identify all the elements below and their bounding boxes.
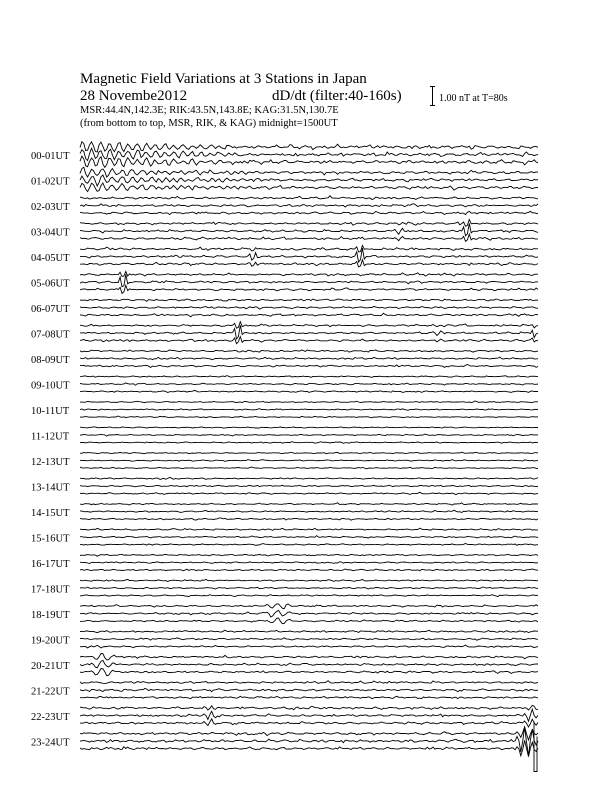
trace-23-24UT-MSR xyxy=(80,740,538,756)
hour-label-04-05UT: 04-05UT xyxy=(31,253,70,264)
trace-13-14UT-MSR xyxy=(80,492,538,494)
spike-23-24UT xyxy=(534,722,537,772)
trace-23-24UT-KAG xyxy=(80,727,538,740)
hour-label-13-14UT: 13-14UT xyxy=(31,482,70,494)
trace-04-05UT-RIK xyxy=(80,248,538,262)
trace-00-01UT-KAG xyxy=(80,142,538,152)
hour-label-16-17UT: 16-17UT xyxy=(31,559,70,570)
trace-00-01UT-RIK xyxy=(80,148,538,160)
trace-09-10UT-RIK xyxy=(80,383,538,385)
hour-label-17-18UT: 17-18UT xyxy=(31,584,70,596)
trace-10-11UT-MSR xyxy=(80,416,538,418)
trace-04-05UT-MSR xyxy=(80,260,538,267)
trace-20-21UT-MSR xyxy=(80,669,538,676)
hour-label-00-01UT: 00-01UT xyxy=(31,151,70,162)
trace-06-07UT-MSR xyxy=(80,313,538,317)
hour-label-22-23UT: 22-23UT xyxy=(31,712,70,723)
chart-title: Magnetic Field Variations at 3 Stations in Japan xyxy=(80,71,367,87)
chart-date: 28 Novembe2012 xyxy=(80,88,188,104)
trace-23-24UT-RIK xyxy=(80,727,538,756)
hour-label-21-22UT: 21-22UT xyxy=(31,686,70,698)
trace-10-11UT-RIK xyxy=(80,409,538,411)
trace-15-16UT-MSR xyxy=(80,544,538,546)
trace-08-09UT-KAG xyxy=(80,350,538,352)
trace-17-18UT-MSR xyxy=(80,595,538,597)
trace-20-21UT-RIK xyxy=(80,660,538,667)
hour-label-11-12UT: 11-12UT xyxy=(31,431,70,443)
trace-22-23UT-KAG xyxy=(80,705,538,710)
trace-21-22UT-KAG xyxy=(80,681,538,684)
hour-label-06-07UT: 06-07UT xyxy=(31,304,70,315)
trace-16-17UT-KAG xyxy=(80,554,538,556)
trace-19-20UT-RIK xyxy=(80,638,538,640)
hour-label-19-20UT: 19-20UT xyxy=(31,635,70,647)
trace-05-06UT-KAG xyxy=(80,271,538,276)
hour-label-12-13UT: 12-13UT xyxy=(31,457,70,468)
trace-15-16UT-RIK xyxy=(80,536,538,538)
trace-08-09UT-RIK xyxy=(80,357,538,360)
trace-04-05UT-KAG xyxy=(80,245,538,252)
trace-12-13UT-RIK xyxy=(80,460,538,462)
hour-label-14-15UT: 14-15UT xyxy=(31,508,70,519)
station-order-note: (from bottom to top, MSR, RIK, & KAG) midnight=1500UT xyxy=(80,118,338,129)
trace-21-22UT-MSR xyxy=(80,696,538,698)
trace-13-14UT-RIK xyxy=(80,485,538,487)
trace-11-12UT-MSR xyxy=(80,442,538,444)
trace-16-17UT-RIK xyxy=(80,562,538,564)
hour-label-18-19UT: 18-19UT xyxy=(31,610,70,621)
trace-14-15UT-RIK xyxy=(80,510,538,512)
hour-label-20-21UT: 20-21UT xyxy=(31,661,70,672)
trace-19-20UT-MSR xyxy=(80,645,538,648)
trace-00-01UT-MSR xyxy=(80,156,538,167)
trace-18-19UT-KAG xyxy=(80,604,538,609)
trace-11-12UT-RIK xyxy=(80,434,538,436)
trace-09-10UT-KAG xyxy=(80,376,538,378)
trace-06-07UT-KAG xyxy=(80,299,538,301)
trace-12-13UT-KAG xyxy=(80,452,538,454)
trace-05-06UT-MSR xyxy=(80,285,538,293)
hour-label-08-09UT: 08-09UT xyxy=(31,355,70,366)
trace-10-11UT-KAG xyxy=(80,401,538,403)
trace-02-03UT-MSR xyxy=(80,211,538,214)
hour-label-23-24UT: 23-24UT xyxy=(31,737,70,749)
trace-15-16UT-KAG xyxy=(80,528,538,530)
trace-11-12UT-KAG xyxy=(80,427,538,428)
trace-03-04UT-MSR xyxy=(80,234,538,241)
chart-measure: dD/dt (filter:40-160s) xyxy=(272,88,402,104)
trace-17-18UT-KAG xyxy=(80,579,538,581)
trace-01-02UT-KAG xyxy=(80,167,538,177)
trace-09-10UT-MSR xyxy=(80,390,538,392)
trace-18-19UT-MSR xyxy=(80,618,538,624)
trace-05-06UT-RIK xyxy=(80,274,538,286)
trace-17-18UT-RIK xyxy=(80,587,538,589)
hour-label-02-03UT: 02-03UT xyxy=(31,202,70,213)
trace-12-13UT-MSR xyxy=(80,467,538,469)
trace-07-08UT-MSR xyxy=(80,337,538,344)
trace-14-15UT-KAG xyxy=(80,503,538,505)
hour-label-03-04UT: 03-04UT xyxy=(31,227,70,239)
hour-label-07-08UT: 07-08UT xyxy=(31,329,70,341)
trace-02-03UT-RIK xyxy=(80,204,538,207)
trace-22-23UT-RIK xyxy=(80,709,538,721)
trace-02-03UT-KAG xyxy=(80,196,538,200)
trace-16-17UT-MSR xyxy=(80,569,538,571)
hour-label-15-16UT: 15-16UT xyxy=(31,533,70,545)
trace-22-23UT-MSR xyxy=(80,719,538,727)
trace-01-02UT-MSR xyxy=(80,183,538,192)
hour-label-09-10UT: 09-10UT xyxy=(31,380,70,392)
trace-18-19UT-RIK xyxy=(80,610,538,617)
hour-label-10-11UT: 10-11UT xyxy=(31,406,70,417)
trace-13-14UT-KAG xyxy=(80,477,538,479)
hour-label-05-06UT: 05-06UT xyxy=(31,278,70,290)
trace-07-08UT-KAG xyxy=(80,322,538,329)
trace-21-22UT-RIK xyxy=(80,688,538,691)
trace-08-09UT-MSR xyxy=(80,365,538,368)
hour-label-01-02UT: 01-02UT xyxy=(31,176,70,188)
trace-07-08UT-RIK xyxy=(80,325,538,339)
scale-label: 1.00 nT at T=80s xyxy=(439,93,508,104)
station-coordinates: MSR:44.4N,142.3E; RIK:43.5N,143.8E; KAG:31.5N,130.7E xyxy=(80,105,339,116)
trace-19-20UT-KAG xyxy=(80,630,538,633)
trace-14-15UT-MSR xyxy=(80,518,538,520)
trace-01-02UT-RIK xyxy=(80,175,538,186)
trace-20-21UT-KAG xyxy=(80,654,538,660)
trace-06-07UT-RIK xyxy=(80,306,538,309)
